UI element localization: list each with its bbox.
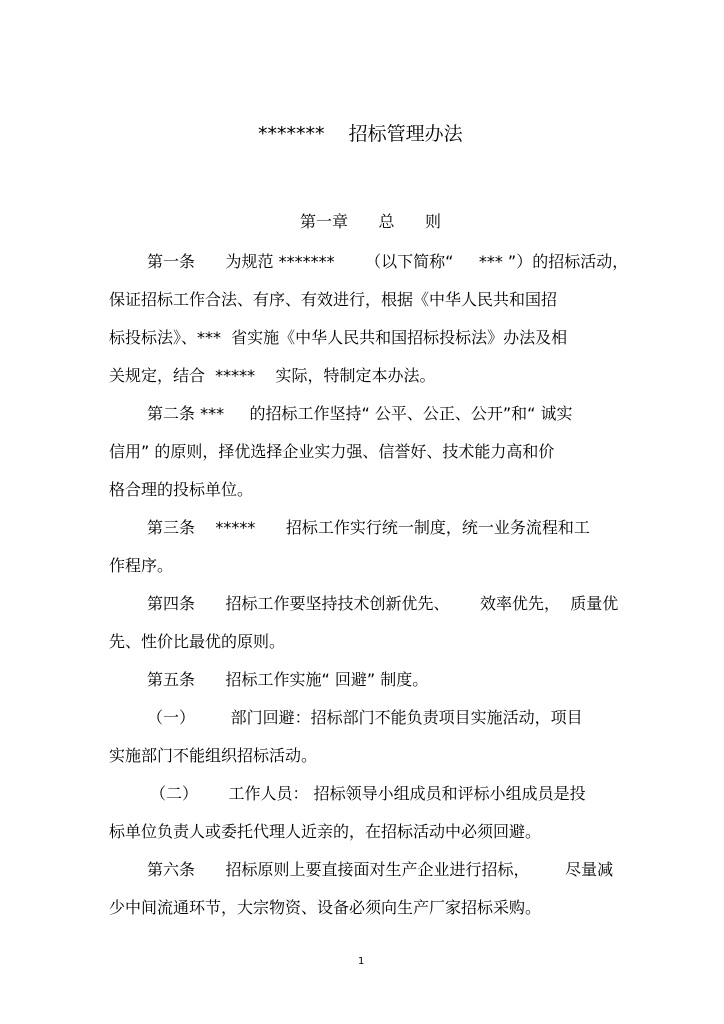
- paragraph-line: 标投标法》、*** 省实施《中华人民共和国招标投标法》办法及相: [109, 328, 568, 347]
- paragraph-line: 信用” 的原则，择优选择企业实力强、信誉好、技术能力高和价: [109, 442, 555, 461]
- paragraph-line: 第二条 *** 的招标工作坚持“ 公平、公正、公开”和“ 诚实: [147, 404, 573, 423]
- paragraph-line: 先、性价比最优的原则。: [109, 632, 286, 651]
- paragraph-line: 格合理的投标单位。: [109, 480, 254, 499]
- paragraph-line: （二） 工作人员： 招标领导小组成员和评标小组成员是投: [150, 784, 586, 803]
- paragraph-line: 保证招标工作合法、有序、有效进行，根据《中华人民共和国招: [109, 290, 558, 309]
- paragraph-line: 第六条 招标原则上要直接面对生产企业进行招标， 尽量减: [147, 860, 614, 879]
- page-number: 1: [358, 956, 365, 967]
- paragraph-line: 第三条 ***** 招标工作实行统一制度，统一业务流程和工: [147, 518, 590, 537]
- paragraph-line: 实施部门不能组织招标活动。: [109, 746, 318, 765]
- paragraph-line: 第五条 招标工作实施“ 回避” 制度。: [147, 670, 429, 689]
- paragraph-line: 第四条 招标工作要坚持技术创新优先、 效率优先， 质量优: [147, 594, 619, 613]
- paragraph-line: 标单位负责人或委托代理人近亲的，在招标活动中必须回避。: [109, 822, 542, 841]
- paragraph-line: 第一条 为规范 ******* （以下简称“ *** ”）的招标活动，: [147, 252, 629, 271]
- paragraph-line: 作程序。: [109, 556, 174, 575]
- paragraph-line: （一） 部门回避：招标部门不能负责项目实施活动，项目: [147, 708, 583, 727]
- paragraph-line: 少中间流通环节，大宗物资、设备必须向生产厂家招标采购。: [109, 898, 542, 917]
- paragraph-line: 关规定，结合 ***** 实际，特制定本办法。: [109, 366, 436, 385]
- document-title: ******* 招标管理办法: [258, 123, 463, 145]
- chapter-heading: 第一章 总 则: [300, 212, 442, 231]
